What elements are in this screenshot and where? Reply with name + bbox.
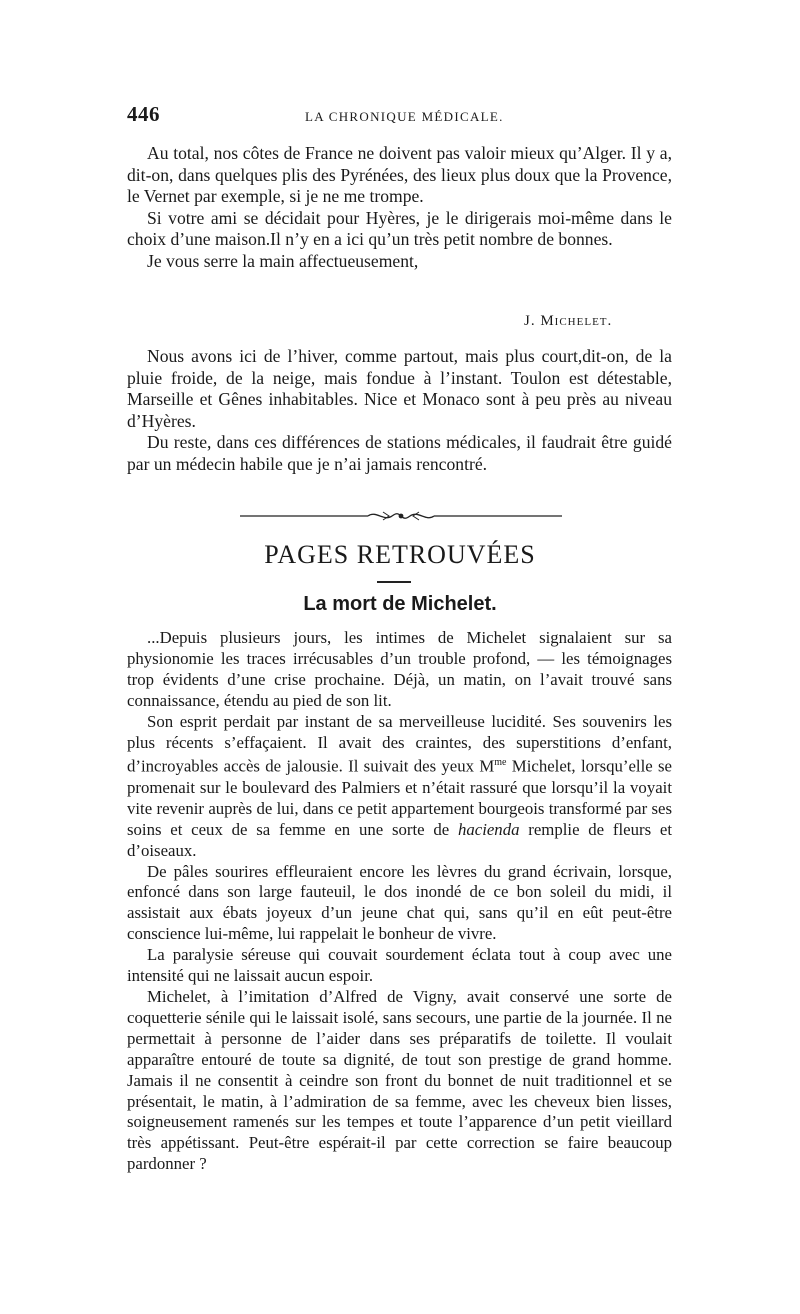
italic-word: hacienda [457,819,520,839]
page-header [127,102,672,130]
article-title: La mort de Michelet. [303,593,497,615]
article-paragraph: La paralysie séreuse qui couvait sourdement éclata tout à coup avec une intensité qui ne laissait aucun espoir. [127,945,672,986]
title-rule [377,581,411,583]
section-title: PAGES RETROUVÉES [264,540,536,569]
letter-paragraph: Au total, nos côtes de France ne doivent pas valoir mieux qu’Alger. Il y a, dit-on, dans quelques plis des Pyrénées, des lieux plus doux que la Provence, le Vernet par exemple, si je ne me trompe. [127,143,672,206]
signature-name: Michelet. [540,313,613,329]
article-text-run: Son esprit perdait par instant de sa merveilleuse lucidité. Ses souvenirs les plus récents s’effaçaient. Il avait des craintes, des superstitions d’enfant, d’incroyables accès de jalousie. Il suivait des yeux M [127,711,672,777]
article-paragraph [127,712,672,862]
article-text-run: remplie de fleurs et d’oiseaux. [127,819,672,860]
article-paragraph: De pâles sourires effleuraient encore les lèvres du grand écrivain, lorsque, enfoncé dans son large fauteuil, le dos inondé de ce bon soleil du midi, il assistait aux ébats joyeux d’un jeune chat qui, sans qu’il en eût peut-être conscience lui-même, lui rappelait le bonheur de vivre. [127,861,672,944]
article-text [127,628,672,1175]
article-paragraph: Michelet, à l’imitation d’Alfred de Vigny, avait conservé une sorte de coquetterie sénile qui le laissait isolé, sans secours, une partie de la journée. Il ne permettait à personne de l’aider dans ses préparatifs de toilette. Il voulait apparaître entouré de toute sa dignité, de tout son prestige de grand homme. Jamais il ne consentit à ceindre son front du bonnet de nuit traditionnel et se présentait, le matin, à l’admiration de sa femme, avec les cheveux bien lisses, soigneusement ramenés sur les tempes et toute l’apparence d’un petit vieillard très appétissant. Peut-être espérait-il par cette correction se faire beaucoup pardonner ? [127,987,672,1174]
letter-closing: Je vous serre la main affectueusement, [147,250,419,271]
commentary-text [127,346,672,475]
ornament-divider [240,508,562,524]
article-text-run: Michelet, lorsqu’elle se promenait sur le boulevard des Palmiers et n’était rassuré que lorsqu’il la voyait vite revenir auprès de lui, dans ce petit appartement bourgeois transformé par ses soins et ceux de sa femme en une sorte de [127,757,672,839]
superscript: me [494,757,507,769]
article-paragraph: ...Depuis plusieurs jours, les intimes de Michelet signalaient sur sa physionomie les traces irrécusables d’un trouble profond, — les témoignages trop évidents d’une crise prochaine. Déjà, un matin, on l’avait trouvé sans connaissance, étendu au pied de son lit. [127,628,672,710]
letter-signature [524,313,612,330]
commentary-paragraph: Du reste, dans ces différences de stations médicales, il faudrait être guidé par un médecin habile que je n’ai jamais rencontré. [127,432,672,474]
commentary-paragraph: Nous avons ici de l’hiver, comme partout, mais plus court,dit-on, de la pluie froide, de la neige, mais fondue à l’instant. Toulon est détestable, Marseille et Gênes inhabitables. Nice et Monaco sont à peu près au niveau d’Hyères. [127,346,672,431]
letter-paragraph: Si votre ami se décidait pour Hyères, je le dirigerais moi-même dans le choix d’une maison.Il n’y en a ici qu’un très petit nombre de bonnes. [127,207,672,249]
page-number: 446 [127,102,160,126]
letter-text [127,143,672,272]
signature-initial: J. [524,313,536,329]
running-title: LA CHRONIQUE MÉDICALE. [305,109,504,124]
